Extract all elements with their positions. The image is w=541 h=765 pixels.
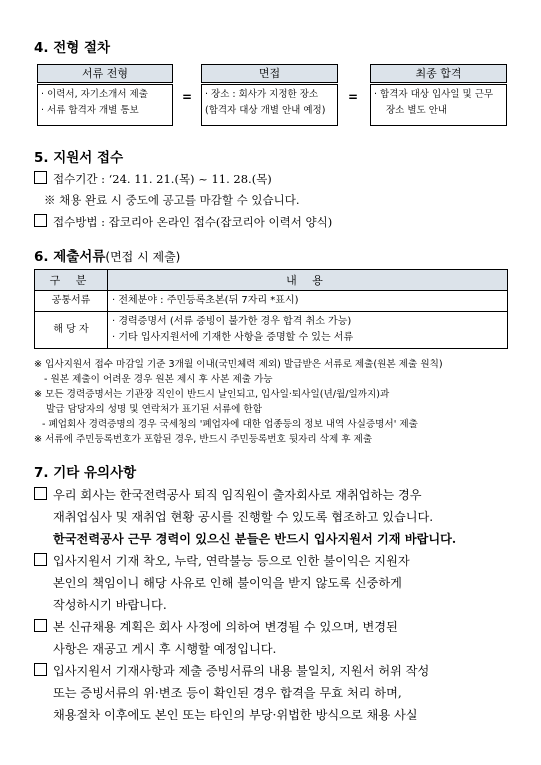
notice-2-line-2: 본인의 책임이니 해당 사유로 인해 불이익을 받지 않도록 신중하게	[53, 576, 402, 590]
note-1: ※ 입사지원서 접수 마감일 기준 3개월 이내(국민체력 제외) 발급받은 서류로 제출(원본 제출 원칙)	[34, 359, 443, 370]
step2-box	[201, 84, 338, 126]
notice-4-line-3: 채용절차 이후에도 본인 또는 타인의 부당·위법한 방식으로 채용 사실	[53, 708, 418, 722]
notice-3-line-2: 사항은 재공고 게시 후 시행할 예정입니다.	[53, 642, 277, 656]
row2-line1: · 경력증명서 (서류 증빙이 불가한 경우 합격 취소 가능)	[112, 316, 352, 327]
row1-label: 공통서류	[35, 291, 108, 312]
note-5: - 폐업회사 경력증명의 경우 국세청의 '폐업자에 대한 업종등의 정보 내역 사실증명서' 제출	[42, 419, 418, 430]
step3-header: 최종 합격	[370, 64, 507, 83]
notice-item-3	[34, 616, 398, 660]
step1-line2: · 서류 합격자 개별 통보	[41, 105, 139, 116]
col-content: 내 용	[108, 270, 508, 291]
notice-1-bold-line: 한국전력공사 근무 경력이 있으신 분들은 반드시 입사지원서 기재 바랍니다.	[53, 532, 457, 546]
period-text: 접수기간 : ‘24. 11. 21.(목) ~ 11. 28.(목)	[53, 172, 272, 186]
note-3: ※ 모든 경력증명서는 기관장 직인이 반드시 날인되고, 입사일·퇴사일(년/월/일까지)과	[34, 389, 390, 400]
step1-line1: · 이력서, 자기소개서 제출	[41, 89, 148, 100]
documents-table	[34, 269, 508, 349]
row2-label: 해 당 자	[35, 312, 108, 349]
equals-sign-2: =	[348, 90, 359, 104]
method-line	[34, 214, 332, 230]
notice-item-4	[34, 660, 429, 726]
table-row	[35, 312, 508, 349]
note-6: ※ 서류에 주민등록번호가 포함된 경우, 반드시 주민등록번호 뒷자리 삭제 후 제출	[34, 434, 373, 445]
section5-title: 5. 지원서 접수	[34, 150, 124, 166]
step3-line2: 장소 별도 안내	[386, 105, 448, 116]
checkbox-bullet-icon	[34, 619, 47, 632]
col-category: 구 분	[35, 270, 108, 291]
checkbox-bullet-icon	[34, 553, 47, 566]
notice-1-line-2: 재취업심사 및 재취업 현황 공시를 진행할 수 있도록 협조하고 있습니다.	[53, 510, 434, 524]
equals-sign-1: =	[182, 90, 193, 104]
checkbox-bullet-icon	[34, 487, 47, 500]
step2-line2: (합격자 대상 개별 안내 예정)	[205, 105, 326, 116]
section4-title: 4. 전형 절차	[34, 40, 111, 56]
section6-title	[34, 245, 180, 265]
notice-item-1	[34, 484, 456, 550]
section6-title-text: 6. 제출서류	[34, 249, 106, 265]
section6-title-sub: (면접 시 제출)	[105, 250, 181, 264]
row2-line2: · 기타 입사지원서에 기재한 사항을 증명할 수 있는 서류	[112, 332, 354, 343]
row1-text: · 전체분야 : 주민등록초본(뒤 7자리 *표시)	[108, 291, 508, 312]
notice-2-line-1: 입사지원서 기재 착오, 누락, 연락불능 등으로 인한 불이익은 지원자	[53, 554, 410, 568]
table-header-row	[35, 270, 508, 291]
period-line	[34, 171, 272, 187]
notice-4-line-2: 또는 증빙서류의 위·변조 등이 확인된 경우 합격을 무효 처리 하며,	[53, 686, 402, 700]
step3-box	[370, 84, 507, 126]
checkbox-bullet-icon	[34, 214, 47, 227]
step1-header: 서류 전형	[37, 64, 173, 83]
note-4: 발급 담당자의 성명 및 연락처가 표기된 서류에 한함	[46, 404, 262, 415]
notice-4-line-1: 입사지원서 기재사항과 제출 증빙서류의 내용 불일치, 지원서 허위 작성	[53, 664, 430, 678]
step3-line1: · 합격자 대상 입사일 및 근무	[374, 89, 494, 100]
notice-1-line-1: 우리 회사는 한국전력공사 퇴직 임직원이 출자회사로 재취업하는 경우	[53, 488, 422, 502]
note-2: - 원본 제출이 어려운 경우 원본 제시 후 사본 제출 가능	[44, 374, 273, 385]
step2-line1: · 장소 : 회사가 지정한 장소	[205, 89, 319, 100]
checkbox-bullet-icon	[34, 171, 47, 184]
notice-2-line-3: 작성하시기 바랍니다.	[53, 598, 167, 612]
checkbox-bullet-icon	[34, 663, 47, 676]
step2-header: 면접	[201, 64, 338, 83]
section7-title: 7. 기타 유의사항	[34, 465, 137, 481]
method-text: 접수방법 : 잡코리아 온라인 접수(잡코리아 이력서 양식)	[53, 215, 333, 229]
step1-box	[37, 84, 173, 126]
table-row	[35, 291, 508, 312]
notice-3-line-1: 본 신규채용 계획은 회사 사정에 의하여 변경될 수 있으며, 변경된	[53, 620, 398, 634]
row2-content	[108, 312, 508, 349]
notice-item-2	[34, 550, 410, 616]
period-note: ※ 채용 완료 시 중도에 공고를 마감할 수 있습니다.	[44, 193, 300, 207]
